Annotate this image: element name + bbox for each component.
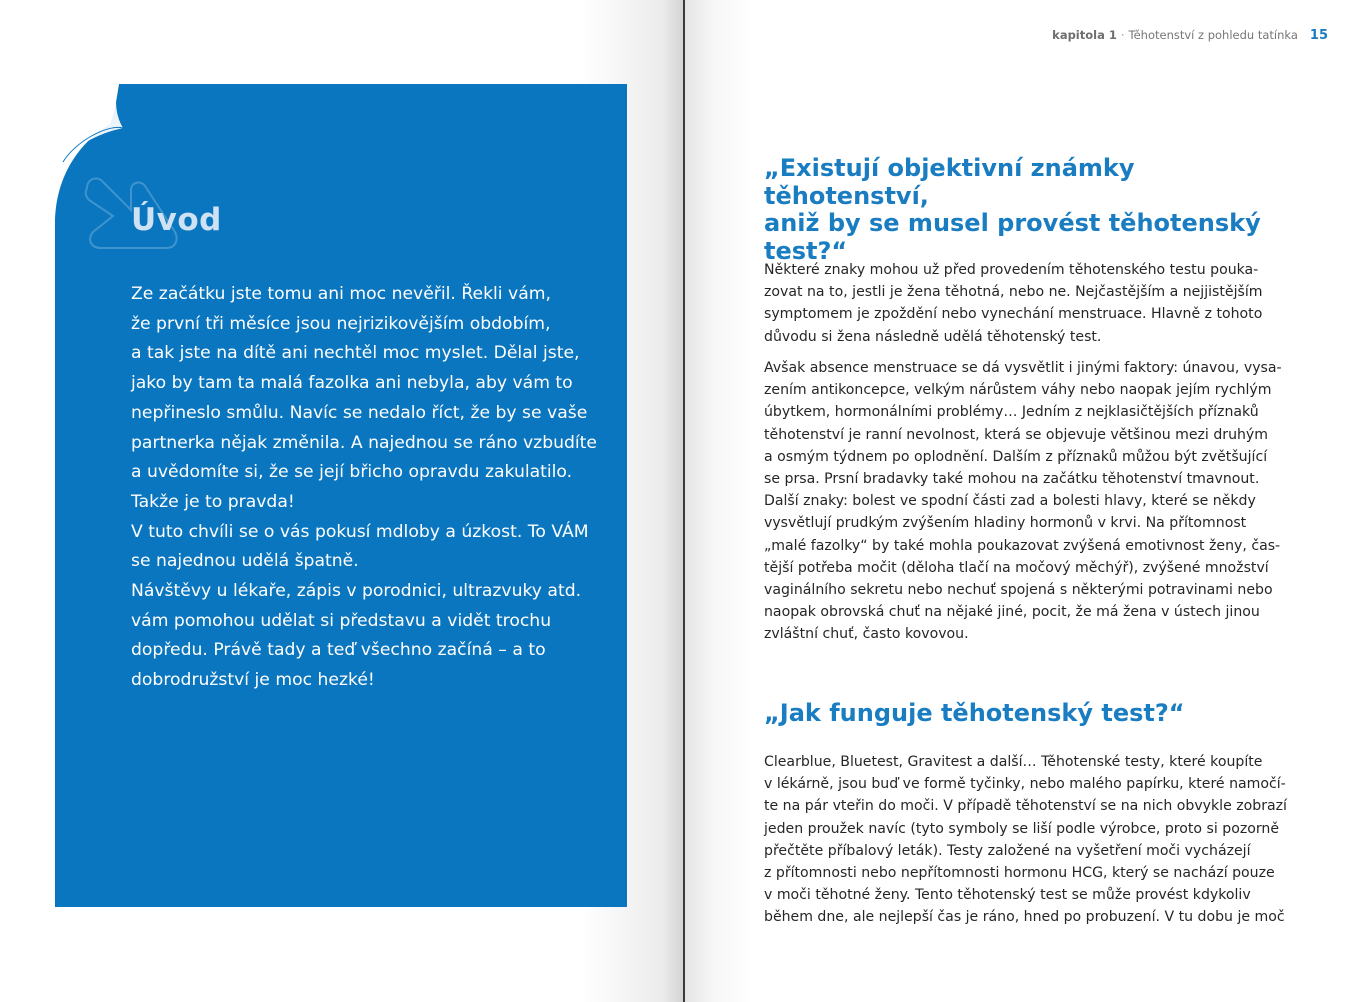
intro-line: a tak jste na dítě ani nechtěl moc myslet. Dělal jste, <box>131 343 580 364</box>
intro-line: Návštěvy u lékaře, zápis v porodnici, ultrazvuky atd. <box>131 581 582 602</box>
text-line: „malé fazolky“ by také mohla poukazovat zvýšená emotivnost ženy, čas- <box>764 537 1281 554</box>
text-line: z přítomnosti nebo nepřítomnosti hormonu HCG, který se nachází pouze <box>764 865 1275 882</box>
text-line: naopak obrovská chuť na nějaké jiné, pocit, že má žena v ústech jinou <box>764 604 1260 621</box>
text-line: zením antikoncepce, velkým nárůstem váhy nebo naopak jejím rychlým <box>764 382 1272 399</box>
chapter-title: Těhotenství z pohledu tatínka <box>1128 28 1298 42</box>
heading-line: „Jak funguje těhotenský test?“ <box>764 699 1185 727</box>
paragraph-signs-details <box>764 357 1292 646</box>
text-line: te na pár vteřin do moči. V případě těhotenství se na nich obvykle zobrazí <box>764 798 1287 815</box>
intro-line: jako by tam ta malá fazolka ani nebyla, aby vám to <box>131 373 573 394</box>
running-header <box>1052 28 1328 43</box>
text-line: důvodu si žena následně udělá těhotenský test. <box>764 328 1102 345</box>
text-line: během dne, ale nejlepší čas je ráno, hned po probuzení. V tu dobu je moč <box>764 909 1285 926</box>
text-line: tější potřeba močit (děloha tlačí na močový měchýř), zvýšené množství <box>764 559 1269 576</box>
text-line: Avšak absence menstruace se dá vysvětlit i jinými faktory: únavou, vysa- <box>764 360 1282 376</box>
intro-line: Ze začátku jste tomu ani moc nevěřil. Řekli vám, <box>131 284 551 304</box>
heading-line: „Existují objektivní známky těhotenství, <box>764 154 1135 210</box>
intro-text <box>131 280 601 696</box>
intro-line: Takže je to pravda! <box>131 491 295 512</box>
paragraph-test <box>764 751 1292 929</box>
heading-line: test?“ <box>764 236 848 265</box>
intro-line: a uvědomíte si, že se její břicho opravdu zakulatilo. <box>131 462 573 483</box>
text-line: Další znaky: bolest ve spodní části zad a bolesti hlavy, které se někdy <box>764 493 1256 510</box>
text-line: vysvětlují prudkým zvýšením hladiny hormonů v krvi. Na přítomnost <box>764 515 1247 532</box>
intro-line: vám pomohou udělat si představu a vidět trochu <box>131 610 552 631</box>
text-line: těhotenství je ranní nevolnost, která se objevuje většinou mezi druhým <box>764 426 1269 443</box>
intro-line: se najednou udělá špatně. <box>131 551 359 572</box>
text-line: vaginálního sekretu nebo nechuť spojená s některými potravinami nebo <box>764 582 1273 599</box>
text-line: úbytkem, hormonálními problémy… Jedním z nejklasičtějších příznaků <box>764 404 1259 421</box>
text-line: přečtěte příbalový leták). Testy založené na vyšetření moči vycházejí <box>764 842 1251 859</box>
text-line: v moči těhotné ženy. Tento těhotenský test se může provést kdykoliv <box>764 887 1251 904</box>
section-heading-signs <box>764 155 1292 265</box>
page-number: 15 <box>1309 28 1328 43</box>
header-separator: · <box>1120 28 1125 42</box>
text-line: zovat na to, jestli je žena těhotná, nebo ne. Nejčastějším a nejjistějším <box>764 284 1263 301</box>
heading-line: aniž by se musel provést těhotenský <box>764 209 1261 237</box>
section-heading-test <box>764 700 1292 728</box>
text-line: symptomem je zpoždění nebo vynechání menstruace. Hlavně z tohoto <box>764 306 1263 323</box>
text-line: a osmým týdnem po oplodnění. Dalším z příznaků můžou být zvětšující <box>764 448 1268 465</box>
text-line: zvláštní chuť, často kovovou. <box>764 626 969 643</box>
text-line: Clearblue, Bluetest, Gravitest a další… Těhotenské testy, které koupíte <box>764 754 1263 770</box>
intro-line: V tuto chvíli se o vás pokusí mdloby a úzkost. To VÁM <box>131 521 589 542</box>
paragraph-signs-intro <box>764 259 1292 348</box>
intro-line: že první tři měsíce jsou nejrizikovějším obdobím, <box>131 313 551 334</box>
text-line: v lékárně, jsou buď ve formě tyčinky, nebo malého papírku, které namočí- <box>764 776 1286 793</box>
intro-line: dopředu. Právě tady a teď všechno začíná – a to <box>131 640 546 661</box>
intro-line: dobrodružství je moc hezké! <box>131 670 375 691</box>
intro-line: nepřineslo smůlu. Navíc se nedalo říct, že by se vaše <box>131 402 588 423</box>
intro-title: Úvod <box>131 202 222 238</box>
text-line: Některé znaky mohou už před provedením těhotenského testu pouka- <box>764 262 1259 278</box>
chapter-label: kapitola 1 <box>1052 28 1117 42</box>
text-line: se prsa. Prsní bradavky také mohou na začátku těhotenství tmavnout. <box>764 471 1260 488</box>
intro-line: partnerka nějak změnila. A najednou se ráno vzbudíte <box>131 432 597 453</box>
text-line: jeden proužek navíc (tyto symboly se liší podle výrobce, proto si pozorně <box>764 820 1279 837</box>
left-page <box>0 0 684 1002</box>
intro-panel <box>55 84 627 907</box>
